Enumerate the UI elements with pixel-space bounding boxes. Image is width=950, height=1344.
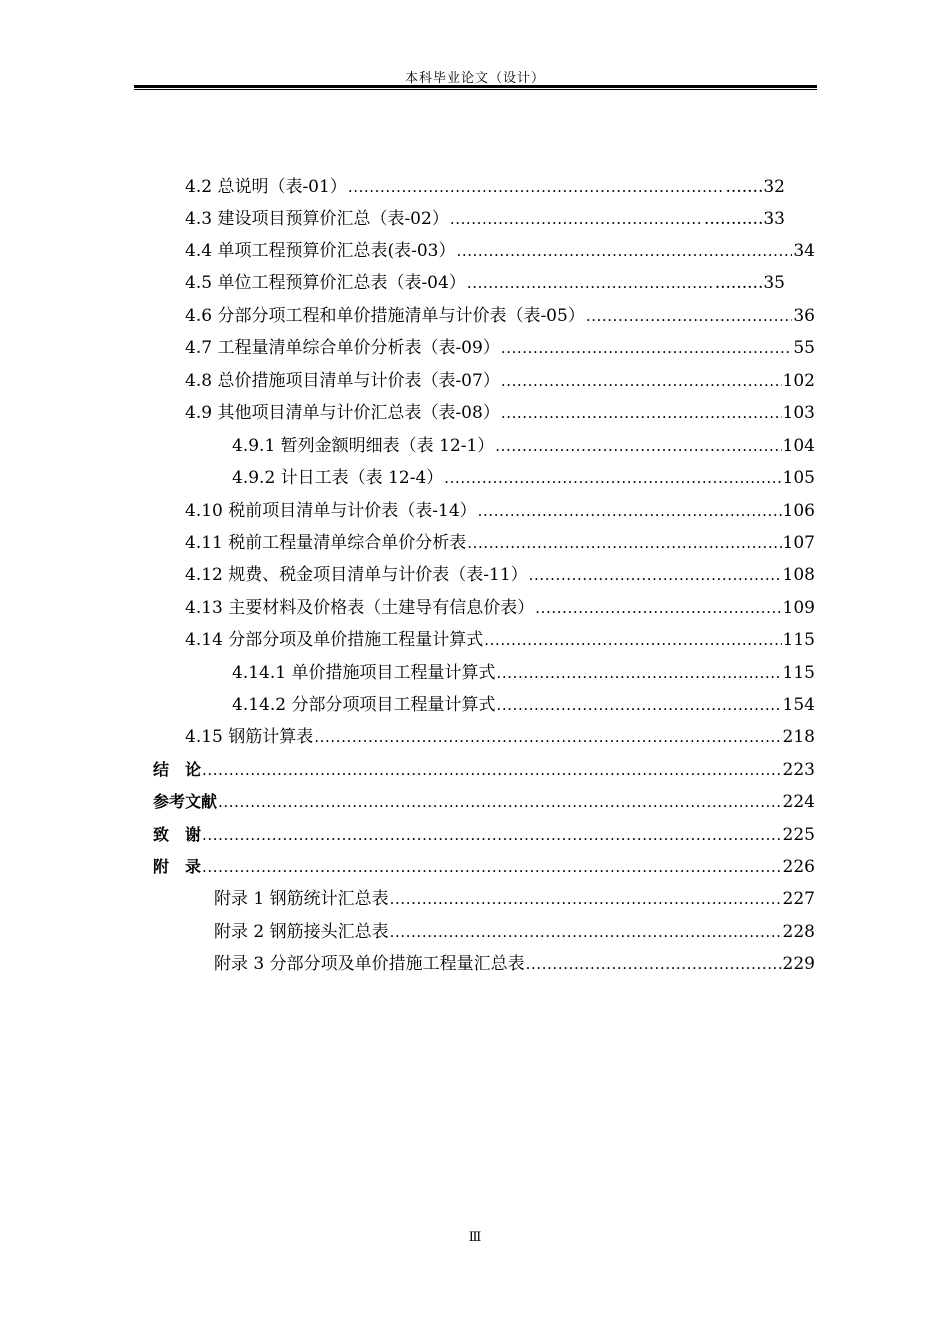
toc-leader-dots (444, 466, 781, 490)
toc-entry[interactable] (185, 563, 815, 587)
toc-entry-page: 104 (782, 436, 815, 456)
toc-entry[interactable] (185, 271, 785, 295)
toc-entry-label: 4.12 规费、税金项目清单与计价表（表-11） (185, 565, 528, 585)
toc-entry-page: 105 (782, 468, 815, 488)
toc-leader-dots (202, 758, 782, 782)
toc-entry[interactable] (153, 790, 815, 814)
toc-entry-page: ...........33 (703, 209, 785, 229)
toc-entry[interactable] (185, 304, 815, 328)
toc-entry[interactable] (153, 823, 815, 847)
toc-entry-page: .........35 (714, 273, 785, 293)
toc-entry-label: 结 论 (153, 760, 202, 779)
toc-entry[interactable] (185, 725, 815, 749)
toc-leader-dots (496, 693, 781, 717)
toc-entry-label: 附录 2 钢筋接头汇总表 (214, 922, 389, 942)
toc-entry[interactable] (232, 466, 815, 490)
toc-entry-page: 154 (782, 695, 815, 715)
toc-leader-dots (478, 499, 782, 523)
toc-leader-dots (450, 207, 703, 231)
toc-entry-page: 224 (782, 792, 815, 812)
toc-leader-dots (218, 790, 782, 814)
toc-entry-page: 106 (782, 501, 815, 521)
toc-leader-dots (586, 304, 793, 328)
toc-entry-page: 229 (782, 954, 815, 974)
toc-leader-dots (390, 920, 782, 944)
toc-leader-dots (526, 952, 782, 976)
toc-entry-label: 4.3 建设项目预算价汇总（表-02） (185, 209, 449, 229)
toc-entry-page: 103 (782, 403, 815, 423)
toc-leader-dots (467, 531, 781, 555)
toc-entry[interactable] (214, 952, 815, 976)
toc-entry-page: 36 (793, 306, 815, 326)
toc-entry[interactable] (185, 207, 785, 231)
toc-entry-label: 4.8 总价措施项目清单与计价表（表-07） (185, 371, 500, 391)
toc-entry-label: 4.14.1 单价措施项目工程量计算式 (232, 663, 496, 683)
toc-leader-dots (390, 887, 782, 911)
toc-entry-page: 109 (782, 598, 815, 618)
toc-entry-label: 4.9.1 暂列金额明细表（表 12-1） (232, 436, 495, 456)
toc-entry-page: 227 (782, 889, 815, 909)
toc-entry-label: 附 录 (153, 857, 202, 876)
toc-entry[interactable] (214, 920, 815, 944)
toc-entry[interactable] (185, 401, 815, 425)
toc-entry-label: 4.2 总说明（表-01） (185, 177, 347, 197)
toc-entry-label: 参考文献 (153, 792, 218, 811)
toc-entry-page: 108 (782, 565, 815, 585)
toc-entry-page: 225 (782, 825, 815, 845)
toc-entry-label: 附录 1 钢筋统计汇总表 (214, 889, 389, 909)
toc-entry[interactable] (185, 175, 785, 199)
toc-entry[interactable] (185, 336, 815, 360)
page-number: Ⅲ (468, 1230, 482, 1245)
toc-leader-dots (202, 855, 782, 879)
toc-entry[interactable] (185, 239, 815, 263)
toc-entry-page: 102 (782, 371, 815, 391)
toc-entry-label: 致 谢 (153, 825, 202, 844)
toc-leader-dots (467, 271, 714, 295)
toc-entry[interactable] (185, 596, 815, 620)
toc-leader-dots (535, 596, 781, 620)
running-header-title: 本科毕业论文（设计） (404, 71, 545, 86)
toc-entry[interactable] (214, 887, 815, 911)
toc-entry-label: 4.9.2 计日工表（表 12-4） (232, 468, 444, 488)
toc-entry-page: 228 (782, 922, 815, 942)
toc-entry-label: 4.10 税前项目清单与计价表（表-14） (185, 501, 477, 521)
toc-entry-label: 附录 3 分部分项及单价措施工程量汇总表 (214, 954, 525, 974)
toc-entry[interactable] (232, 434, 815, 458)
toc-entry-label: 4.14 分部分项及单价措施工程量计算式 (185, 630, 484, 650)
toc-entry-label: 4.11 税前工程量清单综合单价分析表 (185, 533, 467, 553)
toc-entry[interactable] (185, 628, 815, 652)
toc-entry-label: 4.5 单位工程预算价汇总表（表-04） (185, 273, 466, 293)
toc-leader-dots (314, 725, 781, 749)
toc-entry-label: 4.4 单项工程预算价汇总表(表-03） (185, 241, 456, 261)
toc-leader-dots (496, 661, 781, 685)
toc-entry-page: 115 (782, 663, 815, 683)
toc-leader-dots (202, 823, 782, 847)
toc-entry[interactable] (185, 369, 815, 393)
toc-entry-page: 223 (782, 760, 815, 780)
toc-entry-page: .......32 (725, 177, 785, 197)
toc-entry-label: 4.14.2 分部分项项目工程量计算式 (232, 695, 496, 715)
toc-entry[interactable] (185, 499, 815, 523)
toc-leader-dots (501, 336, 793, 360)
toc-entry-page: 34 (793, 241, 815, 261)
toc-entry-page: 55 (793, 338, 815, 358)
toc-entry-page: 115 (782, 630, 815, 650)
toc-entry-label: 4.6 分部分项工程和单价措施清单与计价表（表-05） (185, 306, 585, 326)
toc-leader-dots (484, 628, 781, 652)
toc-entry[interactable] (232, 661, 815, 685)
toc-entry[interactable] (185, 531, 815, 555)
toc-entry-label: 4.15 钢筋计算表 (185, 727, 314, 747)
toc-entry[interactable] (153, 758, 815, 782)
toc-leader-dots (529, 563, 782, 587)
toc-entry-page: 226 (782, 857, 815, 877)
toc-leader-dots (348, 175, 725, 199)
toc-leader-dots (456, 239, 792, 263)
toc-entry[interactable] (232, 693, 815, 717)
toc-entry-page: 107 (782, 533, 815, 553)
toc-leader-dots (501, 369, 782, 393)
toc-entry-page: 218 (782, 727, 815, 747)
toc-entry-label: 4.7 工程量清单综合单价分析表（表-09） (185, 338, 500, 358)
toc-entry-label: 4.13 主要材料及价格表（土建导有信息价表） (185, 598, 535, 618)
toc-leader-dots (495, 434, 781, 458)
toc-entry-label: 4.9 其他项目清单与计价汇总表（表-08） (185, 403, 500, 423)
toc-leader-dots (501, 401, 782, 425)
toc-entry[interactable] (153, 855, 815, 879)
